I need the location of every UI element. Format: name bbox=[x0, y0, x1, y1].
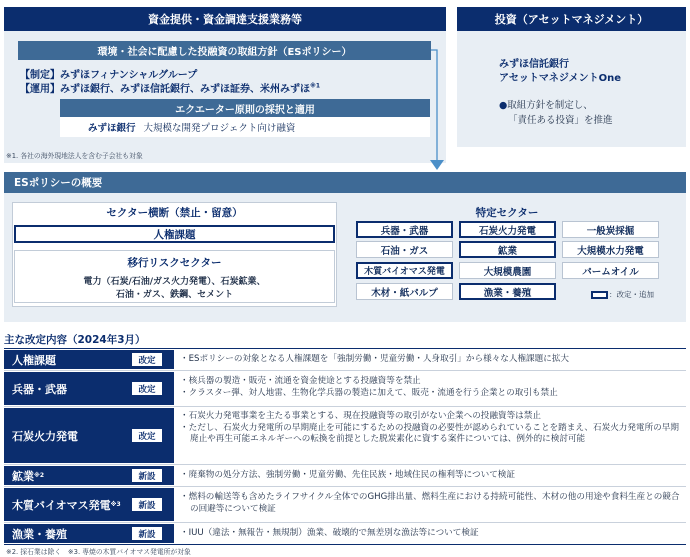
revisions-table bbox=[4, 349, 686, 544]
equator-title: エクエーター原則の採択と適用 bbox=[60, 99, 430, 117]
overview-title: ESポリシーの概要 bbox=[4, 172, 686, 193]
sector-biomass: 木質バイオマス発電 bbox=[356, 262, 453, 279]
revision-name: 木質バイオマス発電 bbox=[12, 498, 111, 512]
revision-desc bbox=[180, 492, 682, 515]
legend-text: ：改定・追加 bbox=[609, 290, 654, 299]
revision-desc bbox=[180, 354, 682, 366]
investment-org-1: みずほ信託銀行 bbox=[499, 59, 569, 70]
revision-desc bbox=[180, 411, 682, 446]
transition-line-2: 石油・ガス、鉄鋼、セメント bbox=[115, 289, 234, 300]
footnote-1: ※1. 各社の海外現地法人を含む子会社も対象 bbox=[6, 152, 143, 160]
cross-sector-title: セクター横断（禁止・留意） bbox=[106, 206, 243, 219]
equator-bank: みずほ銀行 bbox=[88, 123, 136, 134]
revision-name: 兵器・武器 bbox=[12, 382, 67, 396]
row-divider bbox=[4, 370, 686, 371]
specific-sector-title: 特定セクター bbox=[475, 206, 539, 219]
sector-fisheries: 漁業・養殖 bbox=[459, 283, 556, 300]
investment-desc-2: 「責任ある投資」を推進 bbox=[508, 115, 613, 126]
investment-org-2: アセットマネジメントOne bbox=[499, 73, 622, 84]
revision-badge: 改定 bbox=[132, 353, 162, 366]
finance-header: 資金提供・資金調達支援業務等 bbox=[4, 7, 446, 31]
es-policy-title: 環境・社会に配慮した投融資の取組方針（ESポリシー） bbox=[18, 41, 431, 60]
revision-note-mark: ※3 bbox=[110, 501, 121, 508]
revision-desc bbox=[180, 528, 682, 540]
sector-hydro: 大規模水力発電 bbox=[562, 241, 659, 258]
revision-name: 鉱業 bbox=[12, 469, 34, 483]
sector-mining: 鉱業 bbox=[459, 241, 556, 258]
footnote-2-3: ※2. 採石業は除く ※3. 専焼の木質バイオマス発電所が対象 bbox=[6, 548, 191, 556]
revision-name: 漁業・養殖 bbox=[12, 527, 67, 541]
row-divider bbox=[4, 522, 686, 523]
revisions-title: 主な改定内容（2024年3月） bbox=[4, 334, 146, 346]
row-divider bbox=[4, 406, 686, 407]
revision-line: ・IUU（違法・無報告・無規制）漁業、破壊的で無差別な漁法等について検証 bbox=[180, 528, 479, 538]
row-divider bbox=[4, 464, 686, 465]
revisions-bottom-rule bbox=[4, 544, 686, 545]
legend bbox=[591, 289, 654, 300]
sector-timber: 木材・紙パルプ bbox=[356, 283, 453, 300]
revision-line: ・ただし、石炭火力発電所の早期廃止を可能にするための投融資の必要性が認められていることを踏まえ、石炭火力発電所の早期廃止や再生可能エネルギーへの転換を前提とした脱炭素化に資する案件については、例外的に検討可能 bbox=[180, 422, 679, 444]
revision-badge: 新設 bbox=[132, 527, 162, 540]
revision-badge: 改定 bbox=[132, 382, 162, 395]
flow-arrow-icon bbox=[0, 0, 690, 180]
investment-desc-text-1: 取組方針を制定し、 bbox=[507, 100, 593, 111]
revision-line: ・燃料の輸送等も含めたライフサイクル全体でのGHG排出量、燃料生産における持続可能性、木材の他の用途や食料生産との競合の回避等について検証 bbox=[180, 492, 680, 514]
transition-title: 移行リスクセクター bbox=[127, 256, 222, 269]
revision-line: ・石炭火力発電事業を主たる事業とする、現在投融資等の取引がない企業への投融資等は禁止 bbox=[180, 411, 541, 421]
revision-desc bbox=[180, 376, 682, 399]
revision-badge: 改定 bbox=[132, 429, 162, 442]
sector-thermal-coal: 一般炭採掘 bbox=[562, 221, 659, 238]
equator-text: 大規模な開発プロジェクト向け融資 bbox=[143, 123, 296, 134]
revision-line: ・核兵器の製造・販売・流通を資金使途とする投融資等を禁止 bbox=[180, 376, 421, 386]
sector-palm-oil: パームオイル bbox=[562, 262, 659, 279]
transition-line-1: 電力（石炭/石油/ガス火力発電）、石炭鉱業、 bbox=[83, 276, 266, 287]
sector-weapons: 兵器・武器 bbox=[356, 221, 453, 238]
legend-swatch-icon bbox=[591, 291, 608, 299]
revision-note-mark: ※2 bbox=[34, 472, 45, 479]
bullet-icon: ● bbox=[499, 100, 508, 111]
revision-line: ・廃棄物の処分方法、強制労働・児童労働、先住民族・地域住民の権利等について検証 bbox=[180, 470, 515, 480]
sector-coal-power: 石炭火力発電 bbox=[459, 221, 556, 238]
sector-plantation: 大規模農園 bbox=[459, 262, 556, 279]
enact-label: 【制定】 bbox=[20, 70, 60, 81]
investment-header: 投資（アセットマネジメント） bbox=[457, 7, 686, 31]
revision-desc bbox=[180, 470, 682, 482]
sector-oil-gas: 石油・ガス bbox=[356, 241, 453, 258]
apply-label: 【運用】 bbox=[20, 84, 60, 95]
apply-text: みずほ銀行、みずほ信託銀行、みずほ証券、米州みずほ bbox=[60, 84, 310, 95]
apply-note-mark: ※1 bbox=[310, 82, 321, 90]
revision-badge: 新設 bbox=[132, 469, 162, 482]
revision-name: 石炭火力発電 bbox=[12, 429, 78, 443]
human-rights-cell: 人権課題 bbox=[14, 225, 335, 243]
revision-name: 人権課題 bbox=[12, 353, 56, 367]
enact-text: みずほフィナンシャルグループ bbox=[60, 70, 198, 81]
revision-line: ・ESポリシーの対象となる人権課題を「強制労働・児童労働・人身取引」から様々な人権課題に拡大 bbox=[180, 354, 570, 364]
row-divider bbox=[4, 486, 686, 487]
revision-badge: 新設 bbox=[132, 498, 162, 511]
revision-line: ・クラスター弾、対人地雷、生物化学兵器の製造に加えて、販売・流通を行う企業との取引も禁止 bbox=[180, 387, 558, 398]
